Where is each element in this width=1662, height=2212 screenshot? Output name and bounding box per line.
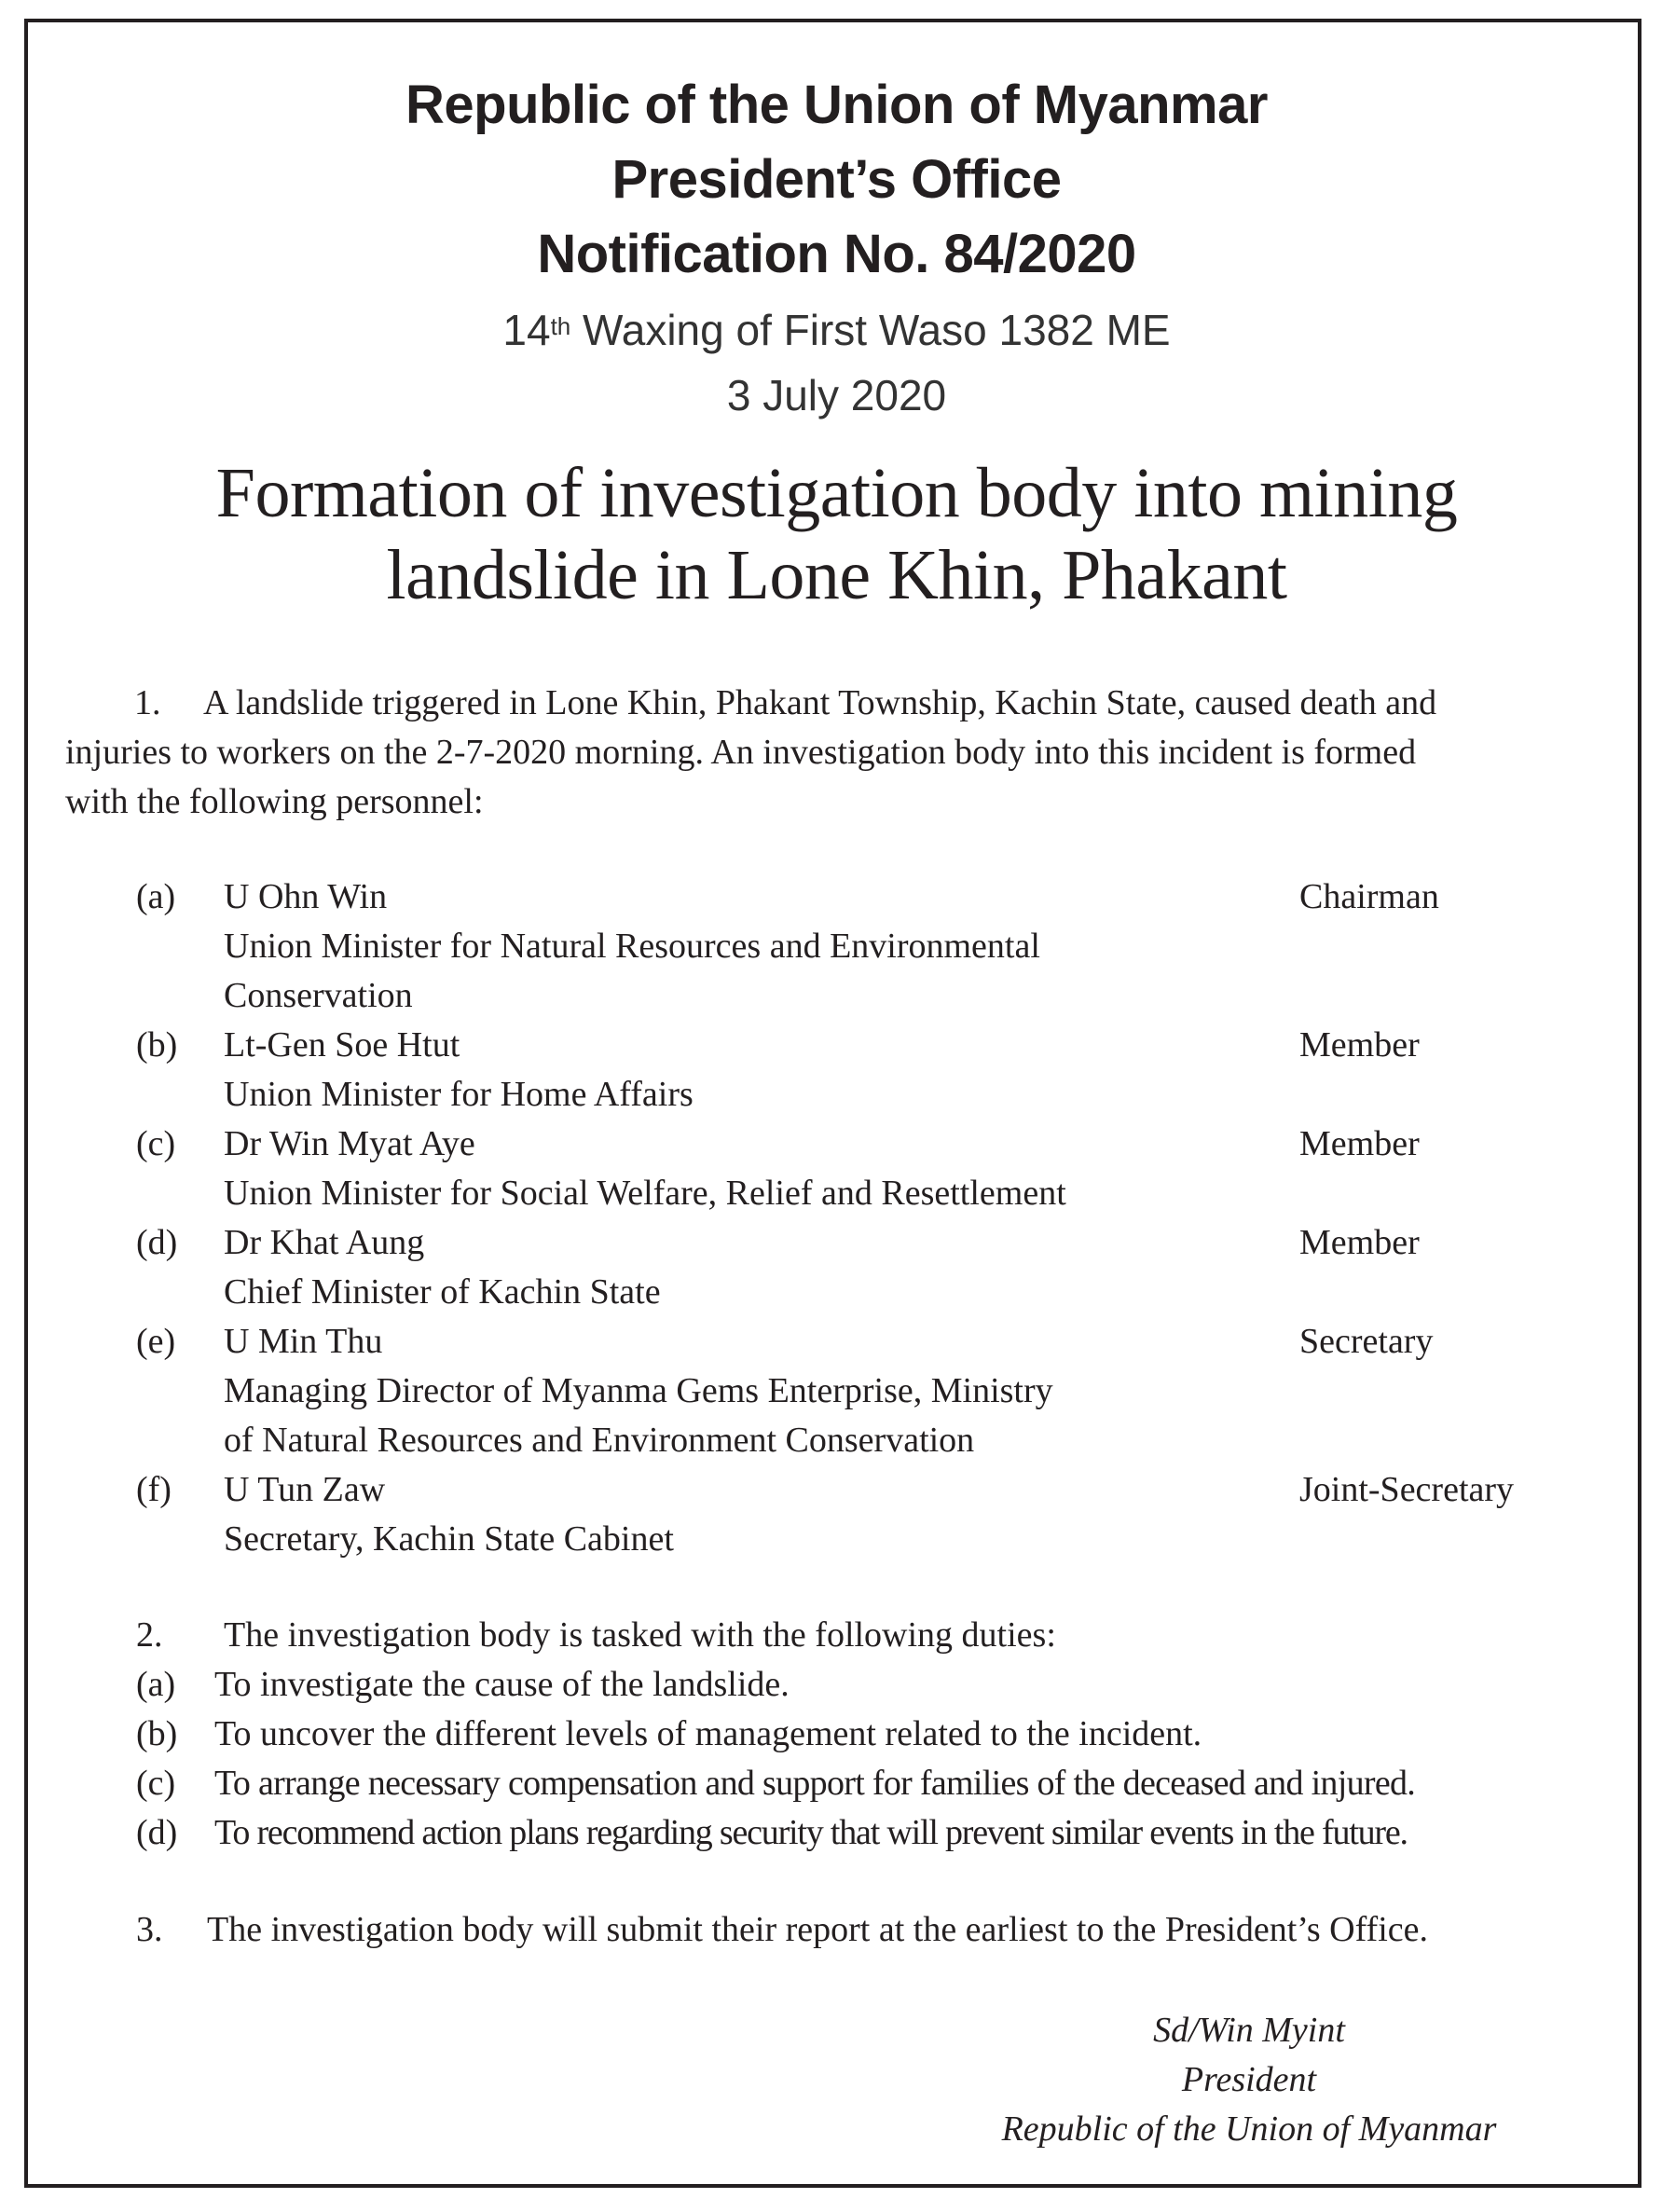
duty-letter: (d) [136, 1813, 178, 1852]
member-role: Member [1299, 1025, 1420, 1065]
member-name: Dr Khat Aung [224, 1223, 425, 1262]
duty-text: To arrange necessary compensation and support for families of the deceased and injured. [214, 1764, 1416, 1803]
header-date-myanmar: 14th Waxing of First Waso 1382 ME [502, 306, 1171, 354]
paragraph-2-intro: The investigation body is tasked with the following duties: [224, 1615, 1056, 1655]
member-letter: (c) [136, 1124, 176, 1163]
member-title: Union Minister for Natural Resources and Environmental [224, 927, 1040, 966]
document-title-line-1: Formation of investigation body into mining [215, 454, 1458, 532]
member-role: Member [1299, 1223, 1420, 1262]
signature-position: President [1181, 2060, 1317, 2099]
member-role: Joint-Secretary [1299, 1470, 1515, 1509]
member-title: Managing Director of Myanma Gems Enterprise, Ministry [224, 1371, 1053, 1410]
signature-name: Sd/Win Myint [1153, 2011, 1345, 2050]
duty-letter: (c) [136, 1764, 176, 1803]
duty-text: To uncover the different levels of management related to the incident. [214, 1714, 1202, 1753]
member-letter: (a) [136, 877, 176, 916]
member-title: Chief Minister of Kachin State [224, 1272, 661, 1312]
duty-letter: (b) [136, 1714, 178, 1753]
paragraph-2-number: 2. [136, 1615, 163, 1655]
member-title: Secretary, Kachin State Cabinet [224, 1519, 674, 1559]
notification-frame [24, 19, 1641, 2188]
member-name: U Min Thu [224, 1322, 383, 1361]
member-title: Conservation [224, 976, 413, 1015]
paragraph-1-line-2: injuries to workers on the 2-7-2020 morning. An investigation body into this incident is formed [65, 733, 1417, 772]
member-letter: (d) [136, 1223, 178, 1262]
member-role: Member [1299, 1124, 1420, 1163]
paragraph-3-text: The investigation body will submit their report at the earliest to the President’s Office. [207, 1910, 1428, 1949]
header-office: President’s Office [611, 149, 1062, 210]
member-name: U Tun Zaw [224, 1470, 386, 1509]
document-title-line-2: landslide in Lone Khin, Phakant [386, 536, 1287, 614]
member-name: Lt-Gen Soe Htut [224, 1025, 460, 1065]
member-title: Union Minister for Social Welfare, Relief and Resettlement [224, 1174, 1066, 1213]
duty-text: To investigate the cause of the landslide. [214, 1665, 790, 1704]
header-country: Republic of the Union of Myanmar [405, 75, 1268, 135]
member-role: Secretary [1299, 1322, 1434, 1361]
member-name: U Ohn Win [224, 877, 388, 916]
member-title: of Natural Resources and Environment Conservation [224, 1421, 975, 1460]
header-date-gregorian: 3 July 2020 [726, 371, 947, 419]
member-name: Dr Win Myat Aye [224, 1124, 475, 1163]
member-letter: (f) [136, 1470, 172, 1509]
paragraph-1-number: 1. [134, 683, 161, 722]
header-notification-number: Notification No. 84/2020 [537, 224, 1136, 284]
member-title: Union Minister for Home Affairs [224, 1075, 694, 1114]
duty-text: To recommend action plans regarding security that will prevent similar events in the future. [214, 1813, 1408, 1852]
member-role: Chairman [1299, 877, 1439, 916]
paragraph-3-number: 3. [136, 1910, 163, 1949]
paragraph-1-line-1: A landslide triggered in Lone Khin, Phakant Township, Kachin State, caused death and [203, 683, 1437, 722]
duty-letter: (a) [136, 1665, 176, 1704]
member-letter: (e) [136, 1322, 176, 1361]
signature-country: Republic of the Union of Myanmar [1001, 2109, 1497, 2149]
member-letter: (b) [136, 1025, 178, 1065]
paragraph-1-line-3: with the following personnel: [65, 782, 484, 821]
